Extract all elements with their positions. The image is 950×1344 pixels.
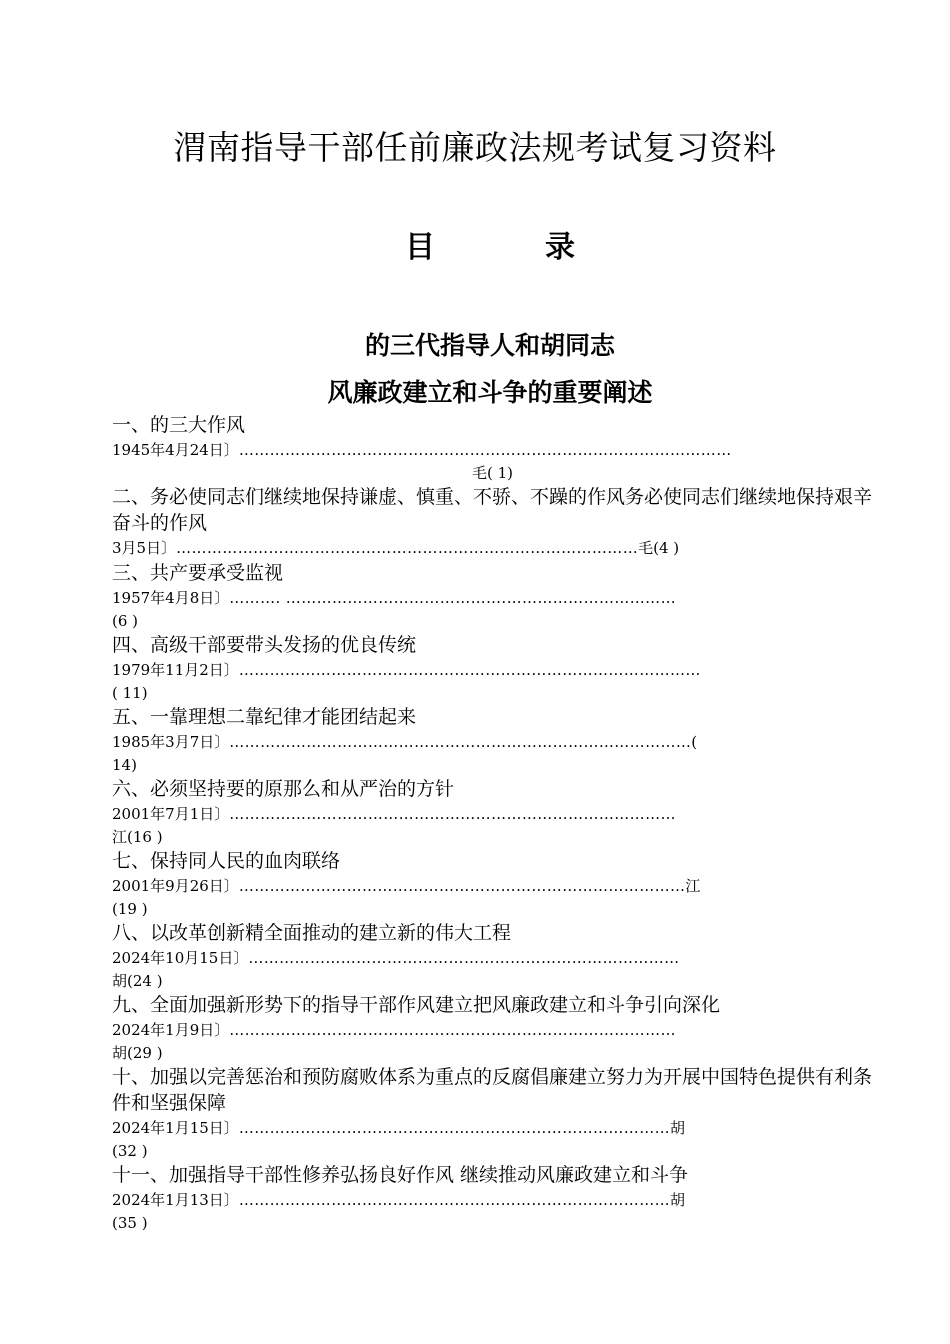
toc-entry-page: 毛( 1) bbox=[472, 464, 514, 482]
toc-entry[interactable] bbox=[112, 704, 872, 776]
toc-entry[interactable] bbox=[112, 992, 872, 1064]
document-title: 渭南指导干部任前廉政法规考试复习资料 bbox=[173, 128, 777, 167]
table-of-contents bbox=[112, 412, 872, 1234]
toc-entry-date-line bbox=[112, 1018, 872, 1042]
toc-entry-date: 2001年7月1日〕 bbox=[112, 805, 230, 823]
toc-entry-date-line bbox=[112, 1188, 872, 1212]
toc-leader-dots: …………………………………………………………………………… bbox=[229, 805, 676, 823]
toc-entry[interactable] bbox=[112, 412, 872, 484]
toc-entry[interactable] bbox=[112, 1064, 872, 1162]
toc-entry-page: (6 ) bbox=[112, 612, 139, 630]
toc-entry-title: 四、高级干部要带头发扬的优良传统 bbox=[112, 634, 417, 656]
toc-entry-title: 二、务必使同志们继续地保持谦虚、慎重、不骄、不躁的作风务必使同志们继续地保持艰辛奋斗的作风 bbox=[112, 486, 873, 534]
section-title-line-1: 的三代指导人和胡同志 bbox=[364, 331, 615, 360]
toc-entry[interactable] bbox=[112, 920, 872, 992]
toc-entry-title: 一、的三大作风 bbox=[112, 414, 246, 436]
toc-entry-page: 毛(4 ) bbox=[638, 539, 680, 557]
section-title-line-2: 风廉政建立和斗争的重要阐述 bbox=[327, 378, 653, 407]
toc-leader-dots: ………………………………………………………………………………( bbox=[229, 733, 698, 751]
toc-entry-title: 五、一靠理想二靠纪律才能团结起来 bbox=[112, 706, 417, 728]
toc-entry[interactable] bbox=[112, 484, 872, 560]
toc-leader-dots: …………………………………………………………………………胡 bbox=[238, 1191, 686, 1209]
toc-entry-title: 八、以改革创新精全面推动的建立新的伟大工程 bbox=[112, 922, 512, 944]
toc-entry[interactable] bbox=[112, 776, 872, 848]
toc-entry-title: 十一、加强指导干部性修养弘扬良好作风 继续推动风廉政建立和斗争 bbox=[112, 1164, 689, 1186]
toc-entry-page: 14) bbox=[112, 756, 137, 774]
toc-leader-dots: ……………………………………………………………………………… bbox=[238, 661, 701, 679]
toc-leader-dots: ………. …………………………………….…………………………… bbox=[229, 589, 676, 607]
toc-entry-date-line bbox=[112, 438, 872, 462]
toc-entry-date-line bbox=[112, 1116, 872, 1140]
toc-leader-dots: ……………………………………………………………………………… bbox=[176, 539, 639, 557]
toc-entry-date-line bbox=[112, 658, 872, 682]
toc-leader-dots: ……………………………………………………………………………江 bbox=[238, 877, 701, 895]
toc-leader-dots: …………………………………………………………………………胡 bbox=[238, 1119, 686, 1137]
toc-entry-title: 六、必须坚持要的原那么和从严治的方针 bbox=[112, 778, 455, 800]
toc-heading-char-1: 目 bbox=[405, 230, 435, 265]
toc-entry-date-line bbox=[112, 946, 872, 970]
toc-entry-date: 2024年1月15日〕 bbox=[112, 1119, 239, 1137]
toc-entry-page: (19 ) bbox=[112, 900, 148, 918]
toc-heading bbox=[405, 222, 575, 266]
toc-entry-title: 七、保持同人民的血肉联络 bbox=[112, 850, 341, 872]
toc-entry-date-line bbox=[112, 730, 872, 754]
toc-entry-date: 2024年10月15日〕 bbox=[112, 949, 249, 967]
toc-heading-char-2: 录 bbox=[545, 230, 575, 265]
toc-entry[interactable] bbox=[112, 632, 872, 704]
toc-entry-title: 三、共产要承受监视 bbox=[112, 562, 284, 584]
toc-entry-page: 胡(24 ) bbox=[112, 972, 163, 990]
toc-entry[interactable] bbox=[112, 1162, 872, 1234]
toc-entry-date-line bbox=[112, 874, 872, 898]
toc-entry-date: 1945年4月24日〕 bbox=[112, 441, 239, 459]
toc-leader-dots: …………………………………………………………………………………… bbox=[238, 441, 732, 459]
toc-entry-page: 胡(29 ) bbox=[112, 1044, 163, 1062]
toc-entry-date: 2024年1月13日〕 bbox=[112, 1191, 239, 1209]
toc-entry-page: ( 11) bbox=[112, 684, 148, 702]
toc-leader-dots: …………………………………………………………………………… bbox=[229, 1021, 676, 1039]
toc-entry-title: 十、加强以完善惩治和预防腐败体系为重点的反腐倡廉建立努力为开展中国特色提供有利条件和坚强保障 bbox=[112, 1066, 873, 1114]
toc-entry-page: (35 ) bbox=[112, 1214, 148, 1232]
toc-entry-title: 九、全面加强新形势下的指导干部作风建立把风廉政建立和斗争引向深化 bbox=[112, 994, 721, 1016]
toc-entry-date: 1985年3月7日〕 bbox=[112, 733, 230, 751]
toc-entry-date: 3月5日〕 bbox=[112, 539, 177, 557]
toc-entry[interactable] bbox=[112, 848, 872, 920]
toc-entry-page: 江(16 ) bbox=[112, 828, 163, 846]
toc-leader-dots: ………………………………………………………………………… bbox=[248, 949, 680, 967]
toc-entry-date: 2024年1月9日〕 bbox=[112, 1021, 230, 1039]
toc-entry-date: 1957年4月8日〕 bbox=[112, 589, 230, 607]
toc-entry-date-line bbox=[112, 586, 872, 610]
toc-entry-date: 2001年9月26日〕 bbox=[112, 877, 239, 895]
toc-entry-date-line bbox=[112, 536, 872, 560]
toc-entry-page: (32 ) bbox=[112, 1142, 148, 1160]
toc-entry-date-line bbox=[112, 802, 872, 826]
toc-entry[interactable] bbox=[112, 560, 872, 632]
toc-entry-date: 1979年11月2日〕 bbox=[112, 661, 239, 679]
